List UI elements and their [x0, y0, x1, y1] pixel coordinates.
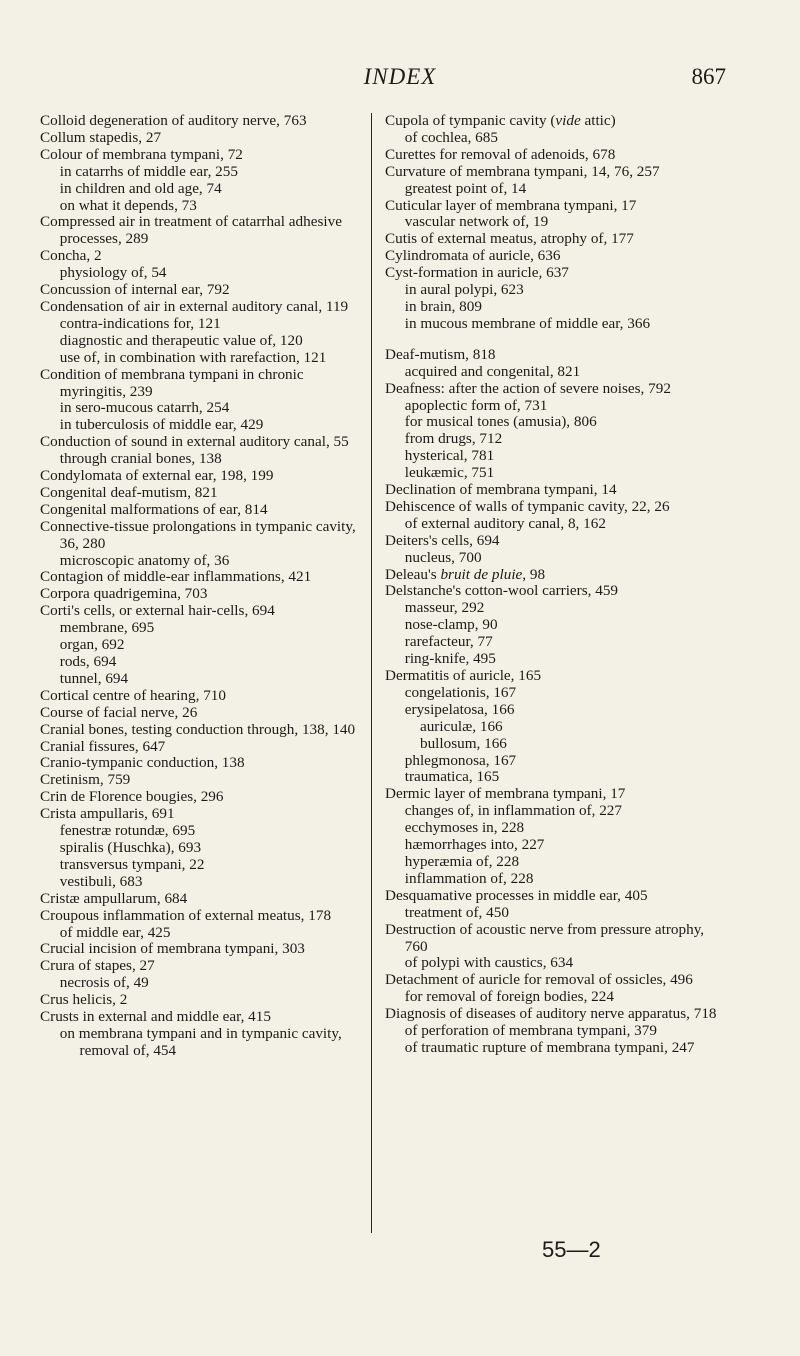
index-entry: necrosis of, 49	[59, 974, 149, 992]
index-entry: Conduction of sound in external auditory canal, 55	[40, 433, 349, 451]
index-entry: Diagnosis of diseases of auditory nerve apparatus, 718	[385, 1005, 717, 1023]
index-entry: Condylomata of external ear, 198, 199	[40, 467, 274, 485]
index-entry: Deleau's bruit de pluie, 98	[385, 565, 546, 583]
index-entry: nose-clamp, 90	[404, 616, 498, 634]
index-entry: Colloid degeneration of auditory nerve, 763	[40, 112, 307, 129]
index-entry: Crucial incision of membrana tympani, 303	[40, 940, 305, 958]
index-entry: Crus helicis, 2	[40, 991, 128, 1009]
index-entry: Congenital malformations of ear, 814	[40, 500, 268, 518]
index-entry: nucleus, 700	[404, 548, 482, 566]
index-entry: microscopic anatomy of, 36	[59, 551, 230, 569]
index-entry: Dermic layer of membrana tympani, 17	[385, 785, 626, 803]
index-entry: vascular network of, 19	[404, 213, 549, 231]
index-entry: Contagion of middle-ear inflammations, 421	[40, 568, 312, 586]
index-entry: Condensation of air in external auditory canal, 119	[40, 297, 349, 315]
index-entry: treatment of, 450	[404, 903, 509, 921]
index-entry: Deiters's cells, 694	[385, 531, 500, 549]
index-entry: Crusts in external and middle ear, 415	[40, 1008, 271, 1026]
index-entry: traumatica, 165	[404, 768, 500, 786]
index-entry: Concha, 2	[40, 247, 102, 265]
index-entry: in catarrhs of middle ear, 255	[59, 162, 238, 180]
index-entry: Concussion of internal ear, 792	[40, 281, 230, 299]
column-divider	[371, 113, 372, 1233]
index-entry: Dermatitis of auricle, 165	[385, 667, 542, 684]
index-entry: of middle ear, 425	[59, 923, 171, 941]
page-number: 867	[691, 64, 726, 89]
index-entry: tunnel, 694	[59, 669, 129, 687]
index-entry: Collum stapedis, 27	[40, 128, 162, 146]
index-entry: Cupola of tympanic cavity (vide attic)	[385, 112, 616, 129]
index-entry: spiralis (Huschka), 693	[59, 838, 202, 856]
index-entry: Curvature of membrana tympani, 14, 76, 257	[385, 162, 660, 180]
index-entry: hyperæmia of, 228	[404, 852, 520, 870]
index-entry: Croupous inflammation of external meatus, 178	[40, 906, 332, 924]
index-entry: bullosum, 166	[419, 734, 507, 752]
running-title: INDEX	[363, 64, 437, 89]
index-entry: masseur, 292	[404, 599, 485, 617]
index-entry: vestibuli, 683	[59, 872, 143, 890]
index-entry: Cretinism, 759	[40, 771, 131, 789]
index-entry: diagnostic and therapeutic value of, 120	[59, 331, 303, 349]
index-entry: membrane, 695	[59, 619, 155, 637]
index-entry: Cutis of external meatus, atrophy of, 177	[385, 230, 634, 248]
index-entry: apoplectic form of, 731	[404, 396, 548, 414]
index-entry: Declination of membrana tympani, 14	[385, 481, 617, 499]
index-entry: Crista ampullaris, 691	[40, 805, 175, 823]
index-entry: organ, 692	[59, 636, 125, 654]
index-entry: Destruction of acoustic nerve from pressure atrophy, 760	[385, 920, 705, 955]
index-entry: fenestræ rotundæ, 695	[59, 822, 196, 840]
index-entry: Crura of stapes, 27	[40, 957, 155, 975]
index-entry: Cylindromata of auricle, 636	[385, 247, 561, 265]
index-entry: Course of facial nerve, 26	[40, 703, 198, 721]
index-entry: in tuberculosis of middle ear, 429	[59, 416, 264, 434]
index-column-left	[40, 113, 365, 1060]
index-entry: in mucous membrane of middle ear, 366	[404, 314, 651, 332]
index-entry: Cyst-formation in auricle, 637	[385, 264, 569, 282]
index-entry: Cortical centre of hearing, 710	[40, 686, 226, 704]
index-column-right	[385, 113, 723, 1057]
index-entry: Delstanche's cotton-wool carriers, 459	[385, 582, 619, 600]
index-entry: from drugs, 712	[404, 430, 503, 448]
index-entry: ecchymoses in, 228	[404, 819, 525, 837]
index-entry: acquired and congenital, 821	[404, 362, 581, 380]
index-entry: rods, 694	[59, 653, 117, 670]
index-entry: for removal of foreign bodies, 224	[404, 988, 614, 1006]
index-entry: in sero-mucous catarrh, 254	[59, 399, 230, 417]
index-entry: leukæmic, 751	[404, 464, 495, 482]
index-entry: ring-knife, 495	[404, 650, 496, 668]
page-header	[0, 58, 800, 98]
index-entry: in aural polypi, 623	[404, 281, 524, 299]
index-entry: inflammation of, 228	[404, 869, 534, 887]
index-entry: congelationis, 167	[404, 683, 517, 701]
index-entry: changes of, in inflammation of, 227	[404, 802, 622, 820]
index-entry: on what it depends, 73	[59, 196, 197, 214]
index-entry: Colour of membrana tympani, 72	[40, 145, 243, 163]
index-entry: on membrana tympani and in tympanic cavity, removal of, 454	[59, 1024, 342, 1059]
index-entry: of polypi with caustics, 634	[404, 954, 574, 972]
index-entry: use of, in combination with rarefaction, 121	[59, 348, 327, 366]
index-entry: Detachment of auricle for removal of ossicles, 496	[385, 971, 693, 989]
index-entry: hysterical, 781	[404, 447, 495, 465]
index-entry: Corti's cells, or external hair-cells, 694	[40, 602, 275, 620]
signature-mark: 55—2	[542, 1237, 601, 1262]
index-entry: Congenital deaf-mutism, 821	[40, 483, 218, 501]
index-entry: in children and old age, 74	[59, 179, 222, 197]
index-entry: Cranial fissures, 647	[40, 737, 166, 755]
index-entry: Connective-tissue prolongations in tympanic cavity, 36, 280	[40, 517, 356, 552]
index-entry: transversus tympani, 22	[59, 855, 205, 873]
index-entry: of traumatic rupture of membrana tympani, 247	[404, 1038, 695, 1056]
index-entry: Cranial bones, testing conduction through, 138, 140	[40, 720, 356, 738]
index-entry: contra-indications for, 121	[59, 314, 221, 332]
index-entry: Cranio-tympanic conduction, 138	[40, 754, 245, 772]
index-entry: Cuticular layer of membrana tympani, 17	[385, 196, 637, 214]
index-entry: of cochlea, 685	[404, 128, 498, 146]
index-entry: of external auditory canal, 8, 162	[404, 514, 606, 532]
index-entry: Desquamative processes in middle ear, 405	[385, 886, 648, 904]
index-entry: of perforation of membrana tympani, 379	[404, 1022, 657, 1040]
index-entry: hæmorrhages into, 227	[404, 836, 545, 854]
index-entry: erysipelatosa, 166	[404, 700, 515, 718]
index-entry: auriculæ, 166	[419, 717, 503, 735]
index-entry: Dehiscence of walls of tympanic cavity, 22, 26	[385, 497, 670, 515]
index-entry: through cranial bones, 138	[59, 450, 222, 468]
index-entry: Deaf-mutism, 818	[385, 345, 496, 363]
index-entry: physiology of, 54	[59, 264, 167, 282]
index-entry: Deafness: after the action of severe noises, 792	[385, 379, 671, 397]
index-entry: Crin de Florence bougies, 296	[40, 788, 224, 806]
index-entry: in brain, 809	[404, 297, 482, 315]
index-entry: for musical tones (amusia), 806	[404, 413, 597, 431]
index-entry: rarefacteur, 77	[404, 633, 493, 651]
index-entry: Compressed air in treatment of catarrhal adhesive processes, 289	[40, 213, 342, 248]
index-entry: Condition of membrana tympani in chronic myringitis, 239	[40, 365, 304, 400]
index-entry: phlegmonosa, 167	[404, 751, 517, 769]
index-entry: Curettes for removal of adenoids, 678	[385, 145, 616, 163]
index-entry: Corpora quadrigemina, 703	[40, 585, 208, 603]
index-entry: greatest point of, 14	[404, 179, 527, 197]
index-entry: Cristæ ampullarum, 684	[40, 889, 188, 907]
